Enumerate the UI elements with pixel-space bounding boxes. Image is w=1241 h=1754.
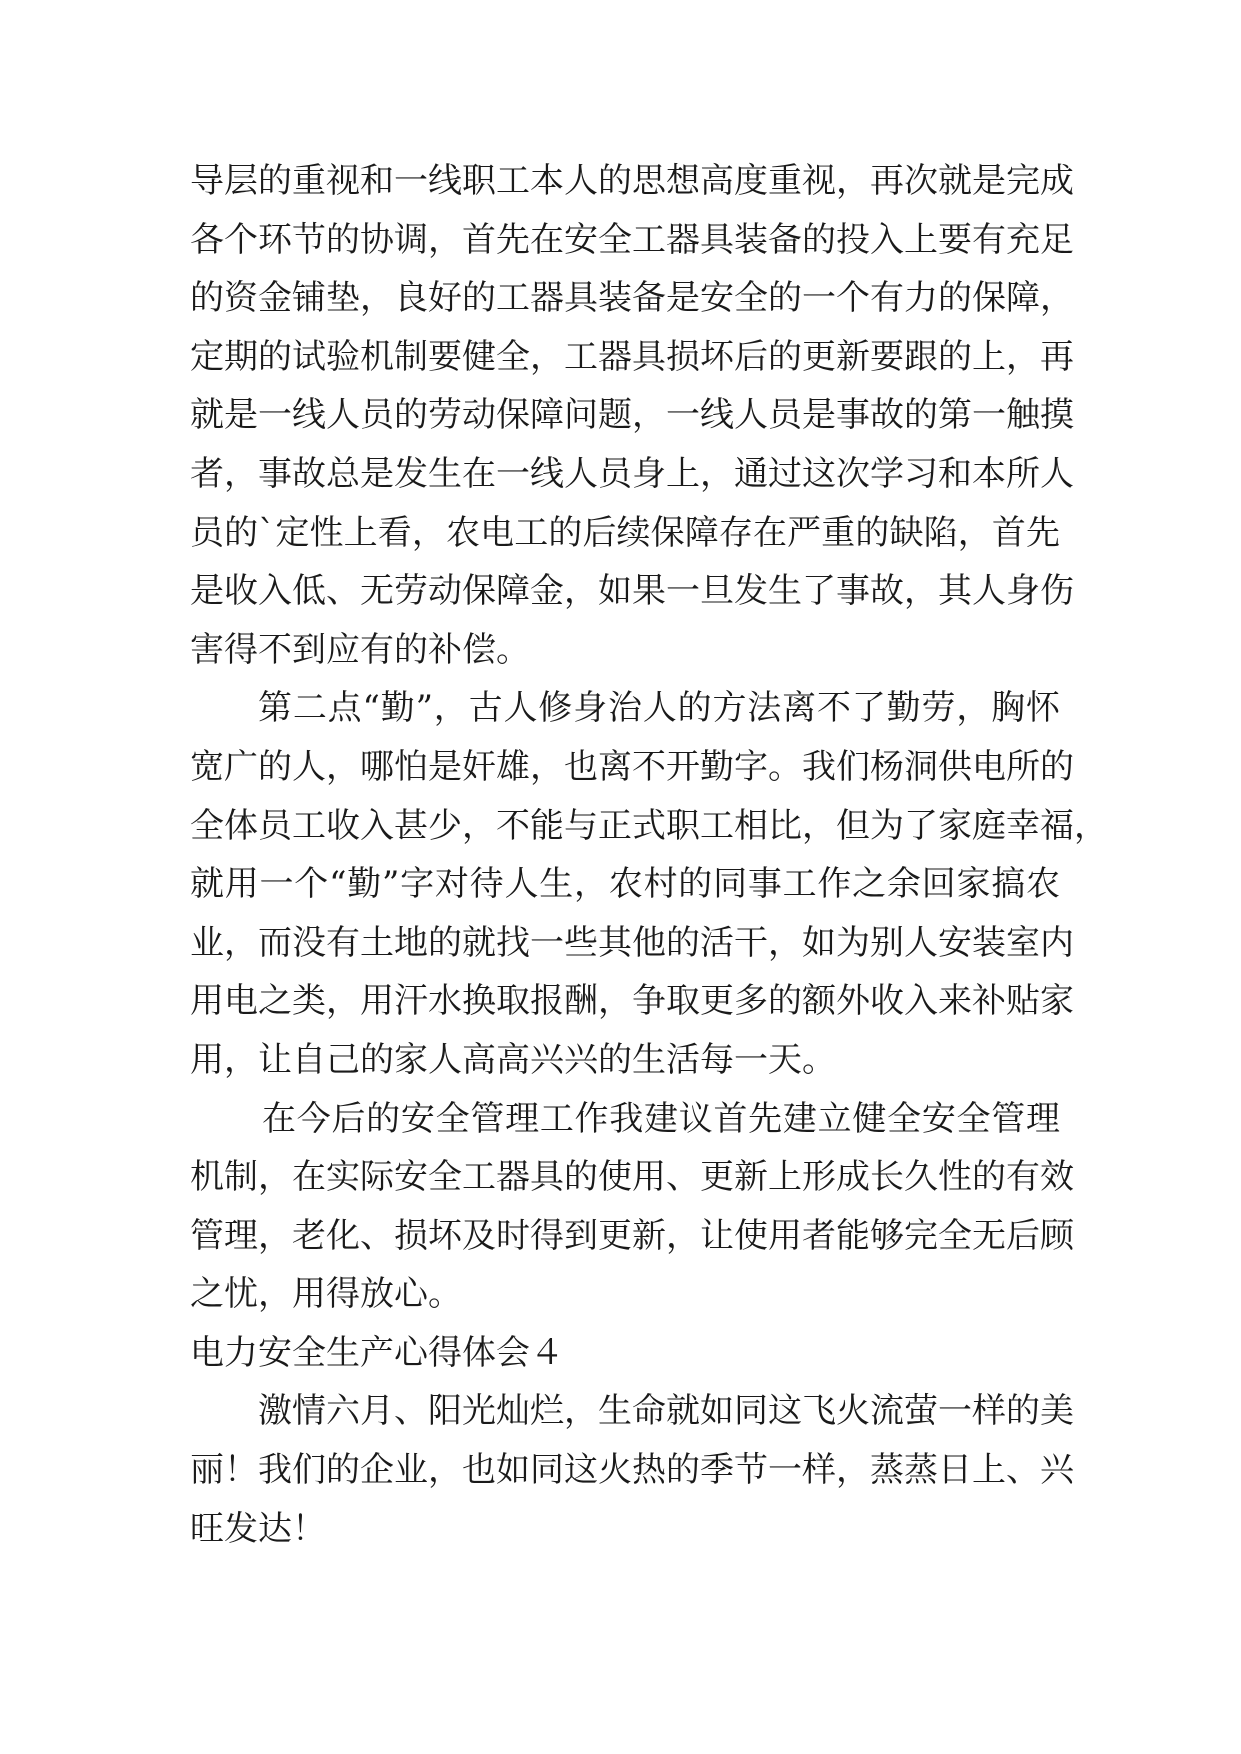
section-heading: 电力安全生产心得体会４ xyxy=(190,1332,564,1373)
text-line: 丽！我们的企业，也如同这火热的季节一样，蒸蒸日上、兴 xyxy=(190,1450,1074,1491)
text-line: 全体员工收入甚少，不能与正式职工相比，但为了家庭幸福， xyxy=(190,805,1108,846)
text-line: 用，让自己的家人高高兴兴的生活每一天。 xyxy=(190,1039,836,1080)
text-line: 者，事故总是发生在一线人员身上，通过这次学习和本所人 xyxy=(190,453,1074,494)
paragraph-4 xyxy=(190,1382,1074,1558)
text-line: 之忧，用得放心。 xyxy=(190,1274,462,1315)
document-body xyxy=(190,152,1108,1558)
text-line: 各个环节的协调，首先在安全工器具装备的投入上要有充足 xyxy=(190,219,1074,260)
text-line: 机制，在实际安全工器具的使用、更新上形成长久性的有效 xyxy=(190,1157,1074,1198)
text-line: 激情六月、阳光灿烂，生命就如同这飞火流萤一样的美 xyxy=(258,1391,1074,1432)
text-line: 就是一线人员的劳动保障问题，一线人员是事故的第一触摸 xyxy=(190,395,1074,436)
text-line: 旺发达！ xyxy=(190,1508,326,1549)
text-line: 宽广的人，哪怕是奸雄，也离不开勤字。我们杨洞供电所的 xyxy=(190,746,1074,787)
text-line: 定期的试验机制要健全，工器具损坏后的更新要跟的上，再 xyxy=(190,336,1074,377)
text-line: 是收入低、无劳动保障金，如果一旦发生了事故，其人身伤 xyxy=(190,571,1074,612)
text-line: 害得不到应有的补偿。 xyxy=(190,629,530,670)
text-line: 员的`定性上看，农电工的后续保障存在严重的缺陷，首先 xyxy=(190,512,1060,553)
text-line: 的资金铺垫，良好的工器具装备是安全的一个有力的保障， xyxy=(190,278,1074,319)
paragraph-3 xyxy=(190,1090,1074,1324)
text-line: 第二点“勤”，古人修身治人的方法离不了勤劳，胸怀 xyxy=(258,688,1060,729)
text-line: 用电之类，用汗水换取报酬，争取更多的额外收入来补贴家 xyxy=(190,981,1074,1022)
text-line: 在今后的安全管理工作我建议首先建立健全安全管理 xyxy=(262,1098,1060,1139)
text-line: 就用一个“勤”字对待人生，农村的同事工作之余回家搞农 xyxy=(190,864,1060,905)
text-line: 管理，老化、损坏及时得到更新，让使用者能够完全无后顾 xyxy=(190,1215,1074,1256)
text-line: 导层的重视和一线职工本人的思想高度重视，再次就是完成 xyxy=(190,161,1074,201)
paragraph-1 xyxy=(190,152,1074,679)
text-line: 业，而没有土地的就找一些其他的活干，如为别人安装室内 xyxy=(190,922,1074,963)
paragraph-2 xyxy=(190,679,1108,1089)
